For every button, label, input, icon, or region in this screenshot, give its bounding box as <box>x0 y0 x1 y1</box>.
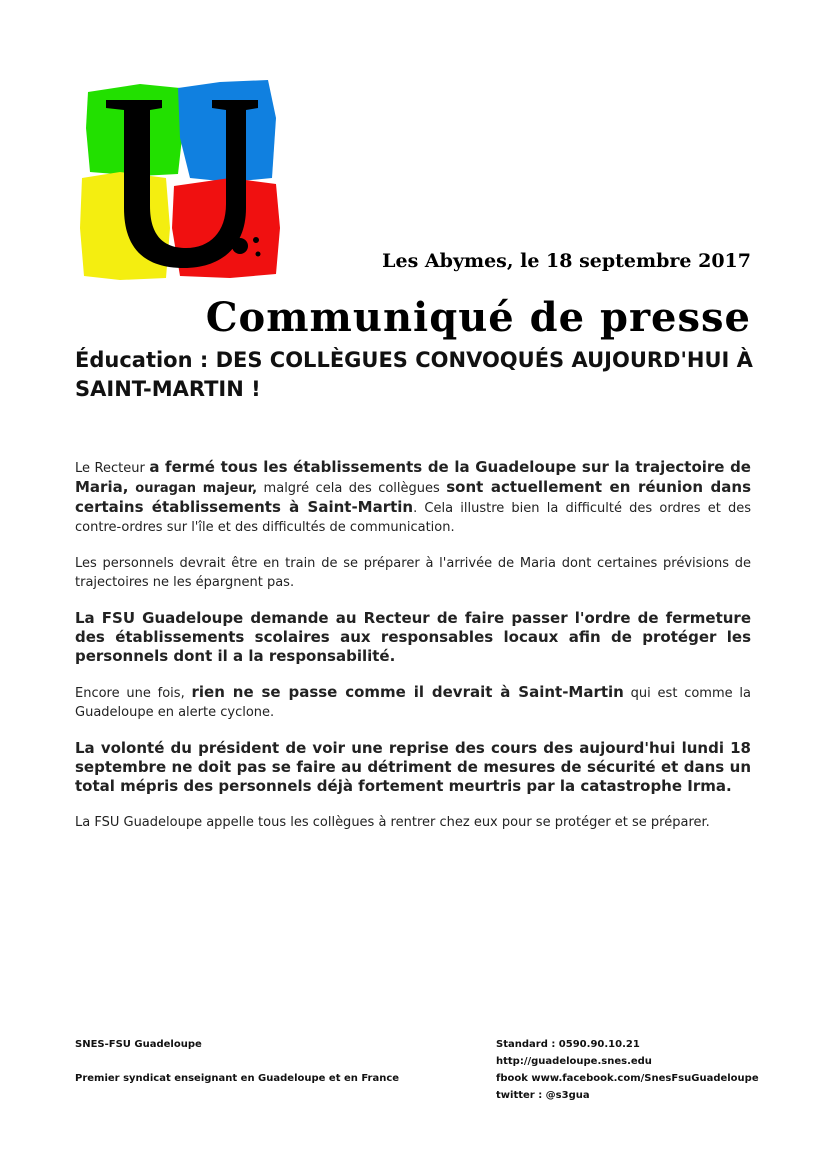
paragraph-1: Le Recteur a fermé tous les établissements de la Guadeloupe sur la trajectoire de Maria, ouragan majeur, malgré cela des collègues sont actuellement en réunion dans certains établissements à Saint-Martin. Cela illustre bien la difficulté des ordres et des contre-ordres sur l'île et des difficultés de communication. <box>75 458 752 535</box>
footer-right <box>496 1036 759 1104</box>
footer-website-link[interactable]: http://guadeloupe.snes.edu <box>496 1056 652 1067</box>
footer-org: SNES-FSU Guadeloupe <box>75 1039 202 1050</box>
document-date: Les Abymes, le 18 septembre 2017 <box>382 250 751 272</box>
footer-tagline: Premier syndicat enseignant en Guadeloupe et en France <box>75 1073 400 1084</box>
fsu-logo <box>80 78 280 282</box>
footer-standard: Standard : 0590.90.10.21 <box>496 1039 640 1050</box>
paragraph-4: Encore une fois, rien ne se passe comme il devrait à Saint-Martin qui est comme la Guadeloupe en alerte cyclone. <box>75 683 751 720</box>
document-title: Communiqué de presse <box>205 294 751 341</box>
footer-twitter-link[interactable]: twitter : @s3gua <box>496 1090 590 1101</box>
press-release-body <box>75 458 751 849</box>
paragraph-6: La FSU Guadeloupe appelle tous les collègues à rentrer chez eux pour se protéger et se préparer. <box>75 815 710 830</box>
paragraph-5: La volonté du président de voir une reprise des cours des aujourd'hui lundi 18 septembre ne doit pas se faire au détriment de mesures de sécurité et dans un total mépris des personnels déjà fortement meurtris par la catastrophe Irma. <box>75 739 751 795</box>
footer-facebook-link[interactable]: fbook www.facebook.com/SnesFsuGuadeloupe <box>496 1073 759 1084</box>
footer-left <box>75 1036 399 1087</box>
document-subtitle: Éducation : DES COLLÈGUES CONVOQUÉS AUJOURD'HUI À SAINT-MARTIN ! <box>75 348 753 401</box>
paragraph-3: La FSU Guadeloupe demande au Recteur de faire passer l'ordre de fermeture des établissements scolaires aux responsables locaux afin de protéger les personnels dont il a la responsabilité. <box>75 609 751 665</box>
paragraph-2: Les personnels devrait être en train de se préparer à l'arrivée de Maria dont certaines prévisions de trajectoires ne les épargnent pas. <box>75 556 751 590</box>
